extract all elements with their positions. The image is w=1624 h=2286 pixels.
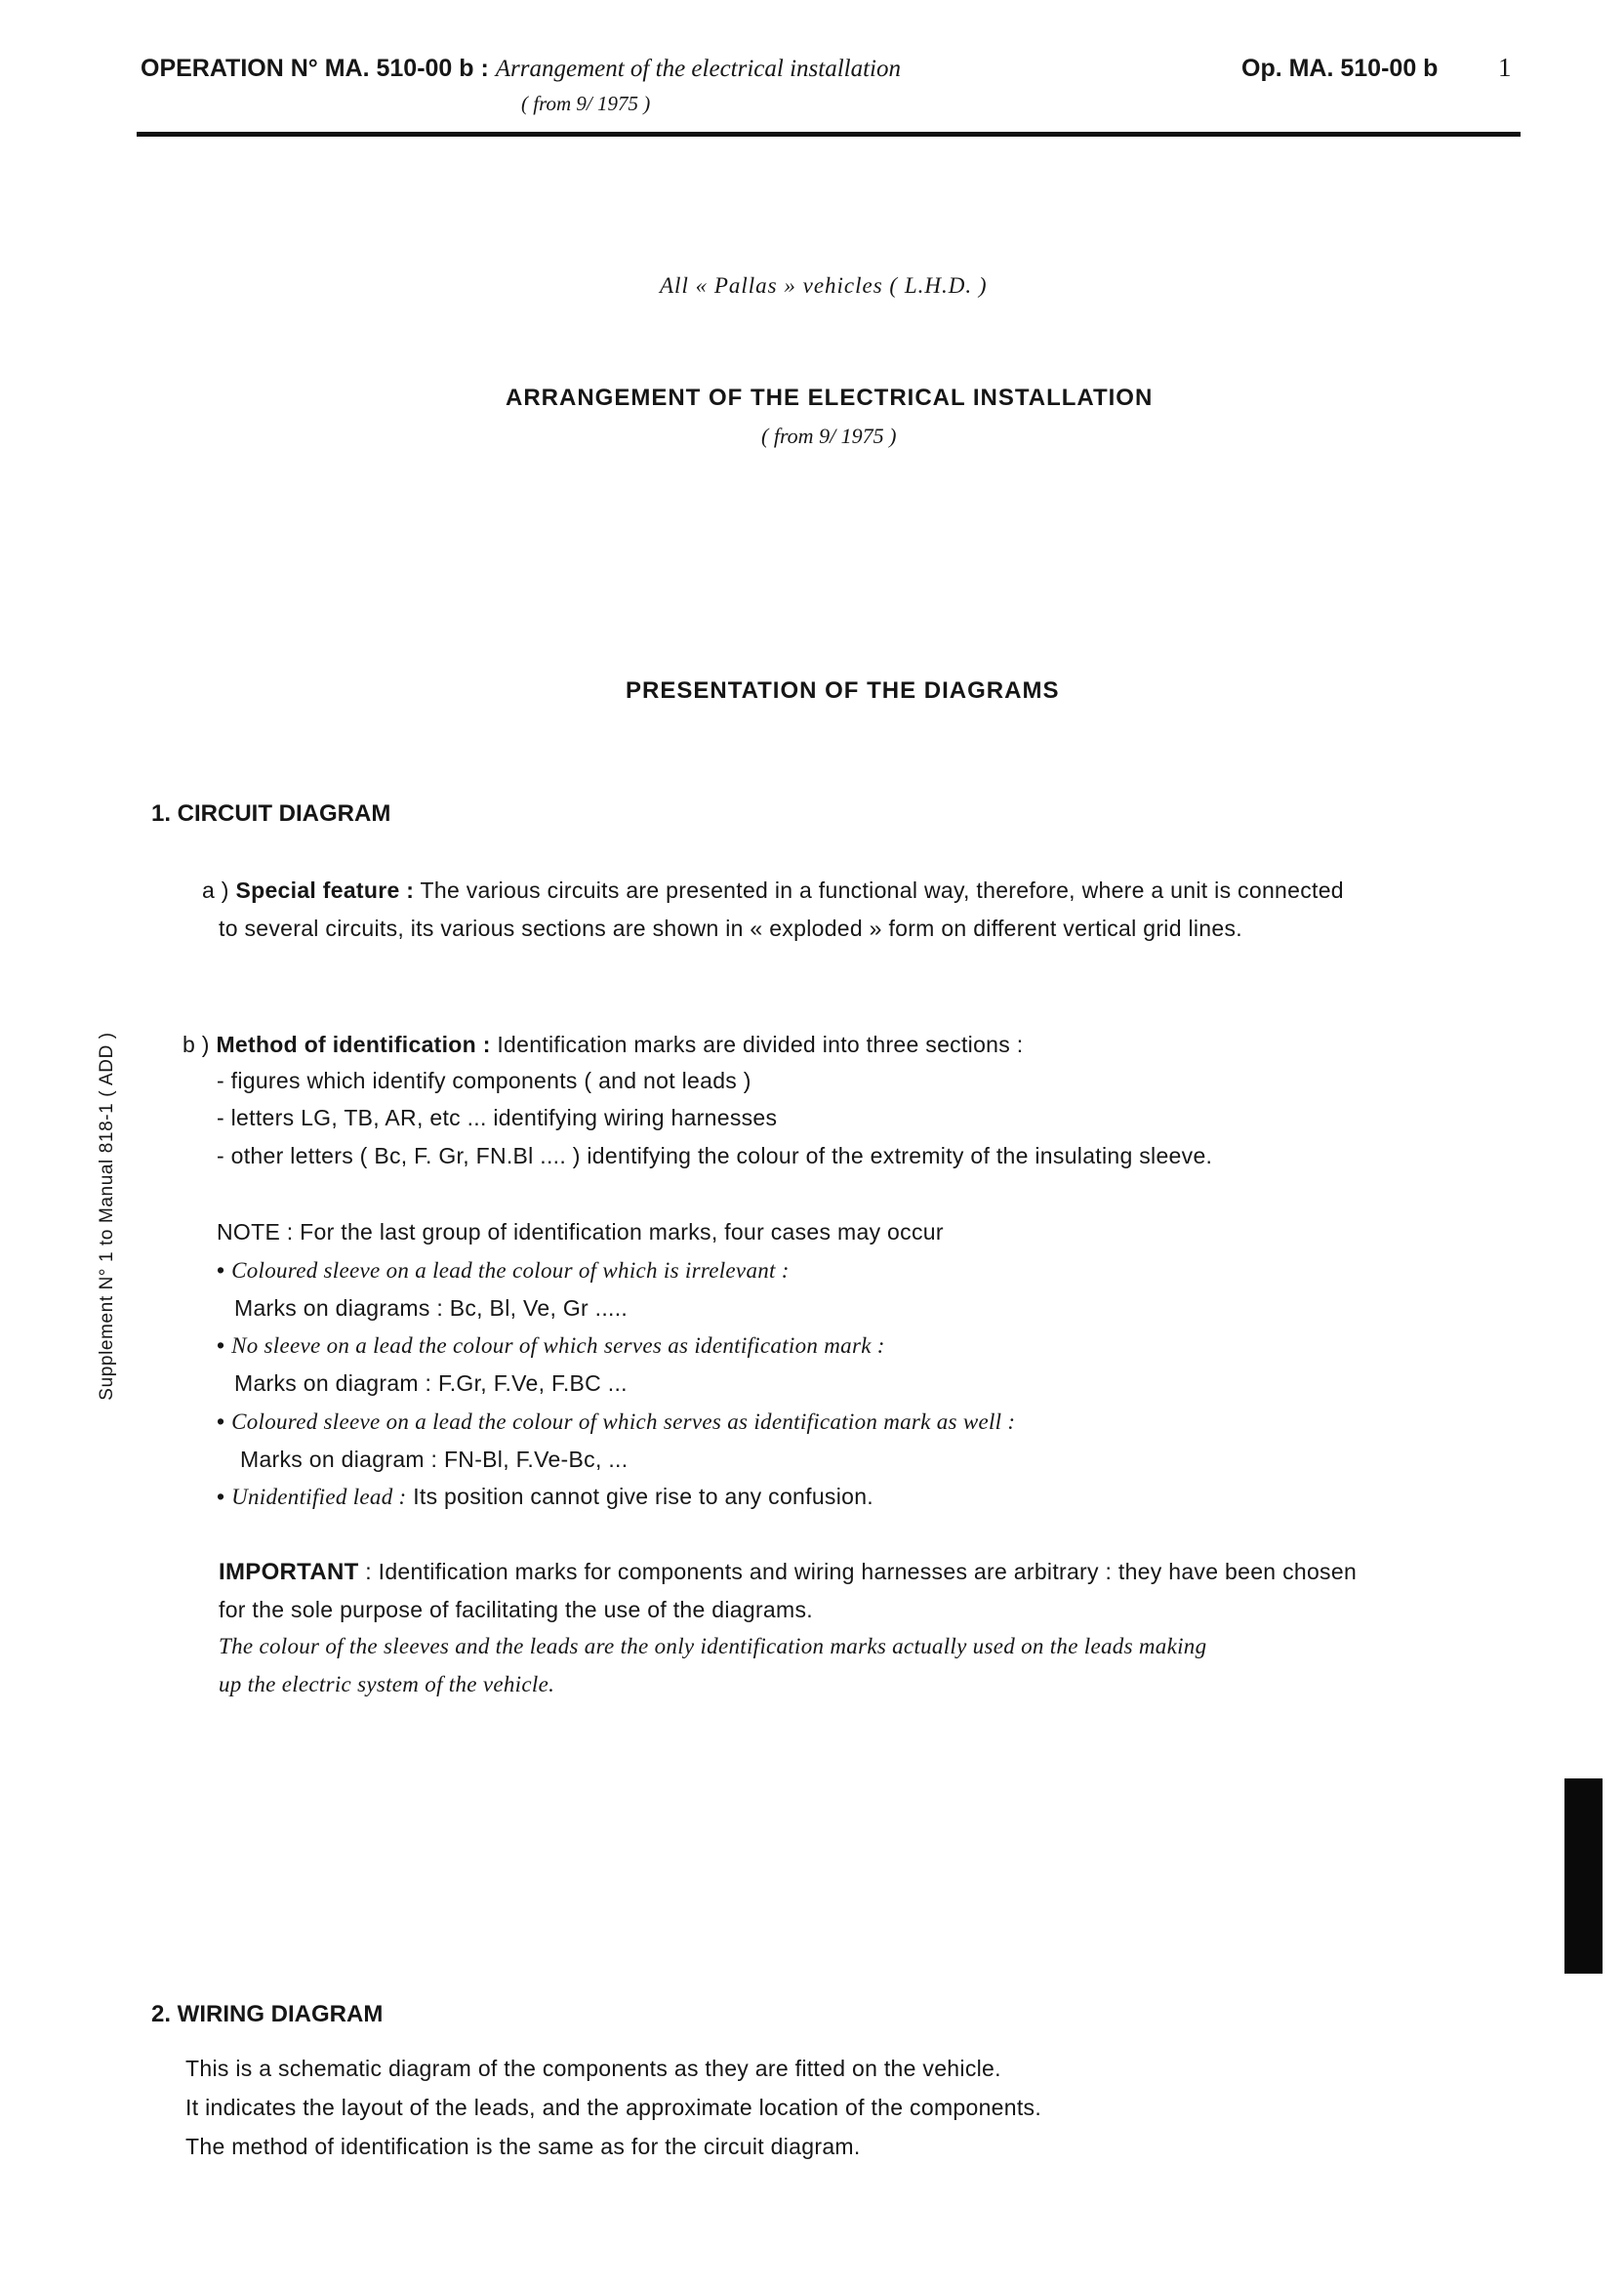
case-1-marks: Marks on diagrams : Bc, Bl, Ve, Gr ..... [234,1295,629,1321]
case-bullet: • [217,1257,225,1283]
case-3-marks: Marks on diagram : FN-Bl, F.Ve-Bc, ... [240,1447,629,1472]
case-4-rest: Its position cannot give rise to any confusion. [406,1484,873,1509]
section1-heading: 1. CIRCUIT DIAGRAM [151,800,391,827]
document-title: ARRANGEMENT OF THE ELECTRICAL INSTALLATION [506,385,1154,411]
case-3-title [217,1408,1015,1435]
case-bullet: • [217,1408,225,1434]
operation-header [141,55,901,83]
important-text1: : Identification marks for components and wiring harnesses are arbitrary : they have been chosen [358,1559,1358,1584]
important-text2: for the sole purpose of facilitating the use of the diagrams. [219,1597,813,1622]
presentation-heading: PRESENTATION OF THE DIAGRAMS [626,677,1060,704]
case-title: Coloured sleeve on a lead the colour of which serves as identification mark as well : [231,1409,1016,1434]
case-bullet: • [217,1332,225,1358]
special-feature-label: Special feature : [235,878,415,903]
case-title: Unidentified lead : [231,1485,407,1509]
important-line1 [219,1559,1357,1586]
wiring-line3: The method of identification is the same as for the circuit diagram. [185,2134,861,2159]
note-text: NOTE : For the last group of identification marks, four cases may occur [217,1219,944,1245]
header-rule [137,132,1521,137]
identification-item-figures: - figures which identify components ( and not leads ) [217,1068,751,1093]
wiring-line1: This is a schematic diagram of the components as they are fitted on the vehicle. [185,2056,1001,2081]
important-label: IMPORTANT [219,1559,359,1585]
supplement-side-note: Supplement N° 1 to Manual 818-1 ( ADD ) [97,1032,117,1401]
case-title: Coloured sleeve on a lead the colour of which is irrelevant : [231,1258,790,1283]
method-identification-line [183,1032,1023,1058]
method-identification-text: Identification marks are divided into three sections : [490,1032,1024,1057]
operation-label: OPERATION N° MA. 510-00 b : [141,55,489,82]
applies-to: All « Pallas » vehicles ( L.H.D. ) [660,273,988,298]
case-1-title [217,1257,790,1284]
document-title-date: ( from 9/ 1975 ) [761,424,897,448]
important-italic1: The colour of the sleeves and the leads are the only identification marks actually used on the leads making [219,1634,1207,1658]
case-bullet: • [217,1484,225,1509]
section2-heading: 2. WIRING DIAGRAM [151,2001,384,2027]
case-4-title [217,1484,873,1510]
item-b-prefix: b ) [183,1032,210,1057]
case-2-title [217,1332,885,1359]
op-reference: Op. MA. 510-00 b [1241,55,1439,82]
operation-date: ( from 9/ 1975 ) [521,92,651,115]
wiring-line2: It indicates the layout of the leads, and the approximate location of the components. [185,2095,1042,2120]
special-feature-line1 [202,878,1344,904]
identification-item-letters: - letters LG, TB, AR, etc ... identifying wiring harnesses [217,1105,778,1130]
important-italic2: up the electric system of the vehicle. [219,1672,555,1696]
case-title: No sleeve on a lead the colour of which serves as identification mark : [231,1333,885,1358]
method-identification-label: Method of identification : [216,1032,491,1057]
item-a-prefix: a ) [202,878,229,903]
case-2-marks: Marks on diagram : F.Gr, F.Ve, F.BC ... [234,1370,628,1396]
operation-title: Arrangement of the electrical installation [495,56,901,82]
section-tab-marker [1564,1778,1603,1974]
special-feature-text2: to several circuits, its various sections are shown in « exploded » form on different vertical grid lines. [219,916,1242,941]
special-feature-text1: The various circuits are presented in a functional way, therefore, where a unit is connected [414,878,1344,903]
identification-item-colours: - other letters ( Bc, F. Gr, FN.Bl .... ) identifying the colour of the extremity of the insulating sleeve. [217,1143,1213,1168]
page-number: 1 [1498,53,1512,82]
